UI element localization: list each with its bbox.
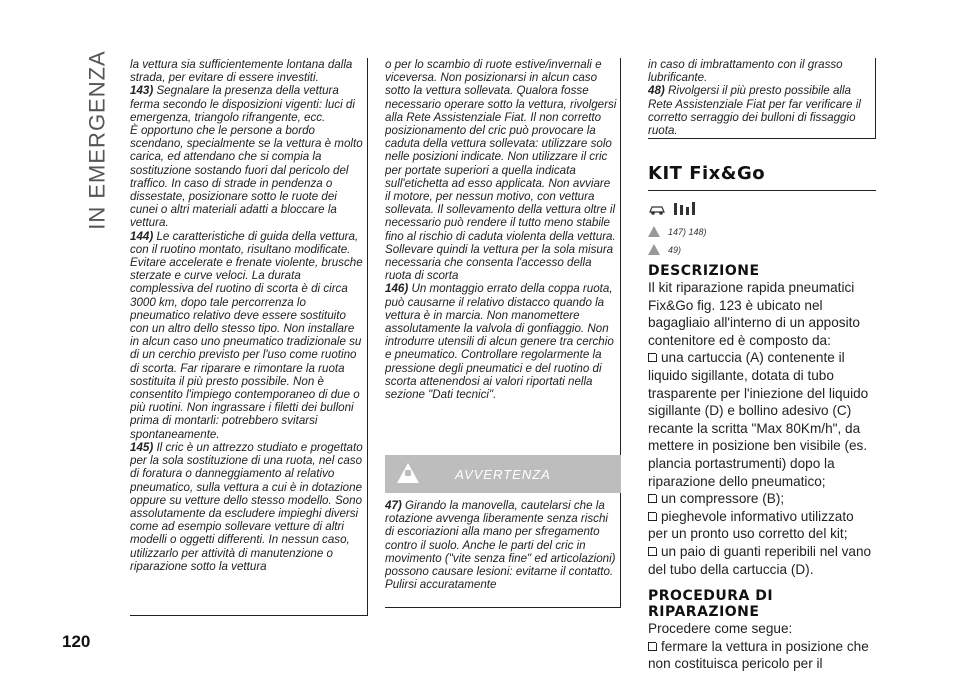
warning-box	[385, 455, 621, 608]
warning-car-icon	[405, 470, 411, 476]
page-number: 120	[62, 632, 91, 651]
list-item-text: un paio di guanti reperibili nel vano del tubo della cartuccia (D).	[648, 543, 872, 577]
list-item-text: un compressore (B);	[661, 491, 785, 507]
paragraph: in caso di imbrattamento con il grasso lubrificante.	[648, 58, 843, 85]
procedure-heading: PROCEDURA DI RIPARAZIONE	[648, 588, 774, 621]
bullet-icon	[648, 353, 657, 362]
section-title-text: IN EMERGENZA	[85, 50, 110, 230]
bullet-icon	[648, 494, 657, 503]
column-1	[130, 58, 368, 616]
refs-row-2	[648, 241, 876, 255]
warning-triangle-icon	[648, 244, 660, 255]
note-text: Il cric è un attrezzo studiato e progettato per la sola sostituzione di una ruota, nel caso di foratura o danneggiamento al relativo pneumatico, sulla vettura a cui è in dotazione oppure su vetture dello stesso modello. Sono assolutamente da escludere impieghi diversi come ad esempio sollevare vetture di altri modelli o oggetti differenti. In nessun caso, utilizzarlo per attività di manutenzione o riparazione sotto la vettura	[130, 440, 363, 573]
list-item-text: pieghevole informativo utilizzato per un pronto uso corretto del kit;	[648, 508, 854, 542]
description-heading: DESCRIZIONE	[648, 263, 760, 279]
note-text: Segnalare la presenza della vettura ferma secondo le disposizioni vigenti: luci di emergenza, triangolo rifrangente, ecc.	[130, 84, 355, 124]
list-item-text: una cartuccia (A) contenente il liquido sigillante, dotata di tubo trasparente per l'iniezione del liquido sigillante (D) e bollino adesivo (C) recante la scritta "Max 80Km/h", da mettere in posizione ben visibile (es. plancia portastrumenti) dopo la riparazione dello pneumatico;	[648, 350, 869, 489]
warning-label: AVVERTENZA	[455, 466, 551, 482]
note-number: 143)	[130, 84, 154, 98]
note-48	[648, 84, 875, 137]
warning-text: Girando la manovella, cautelarsi che la rotazione avvenga liberamente senza rischi di escoriazioni alla mano per sfregamento contro il suolo. Anche le parti del cric in movimento ("vite senza fine" ed articolazioni) possono causare lesioni: evitarne il contatto. Pulirsi accuratamente	[385, 499, 616, 592]
description-text: Il kit riparazione rapida pneumatici Fix&Go fig. 123 è ubicato nel bagagliaio all'interno di un apposito contenitore ed è composto da:	[648, 280, 860, 348]
procedure-text: Procedere come segue:	[648, 621, 793, 637]
refs-row-1	[648, 223, 876, 237]
bullet-icon	[648, 512, 657, 521]
column-3	[648, 58, 876, 673]
note-number: 47)	[385, 499, 402, 512]
paragraph: la vettura sia sufficientemente lontana dalla strada, per evitare di essere investiti.	[130, 58, 353, 85]
note-text: Un montaggio errato della coppa ruota, può causarne il relativo distacco quando la vettura è in marcia. Non manomettere assolutamente la valvola di gonfiaggio. Non introdurre utensili di alcun genere tra cerchio e pneumatico. Controllare regolarmente la pressione degli pneumatici e del ruotino di scorta attenendosi ai valori riportati nella sezione "Dati tecnici".	[385, 282, 614, 402]
bars-icon	[672, 201, 708, 217]
note-text: Rivolgersi il più presto possibile alla Rete Assistenziale Fiat per far verificare il corretto serraggio dei bulloni di fissaggio ruota.	[648, 84, 861, 138]
list-item-text: fermare la vettura in posizione che non costituisca pericolo per il	[648, 638, 869, 672]
car-icon	[648, 201, 666, 217]
column-2	[385, 58, 621, 459]
paragraph: o per lo scambio di ruote estive/invernali e viceversa. Non posizionarsi in alcun caso sotto la vettura sollevata. Qualora fosse necessario operare sotto la vettura, rivolgersi alla Rete Assistenziale Fiat. Il non corretto posizionamento del cric può provocare la caduta della vettura sollevata: utilizzare solo nelle posizioni indicate. Non utilizzare il cric per portate superiori a quella indicata sull'etichetta ad esso applicata. Non avviare il motore, per nessun motivo, con vettura sollevata. Il sollevamento della vettura oltre il necessario può rendere il tutto meno stabile fino al rischio di caduta violenta della vettura. Sollevare quindi la vettura per la sola misura necessaria che consenta l'accesso della ruota di scorta	[385, 58, 617, 283]
bullet-icon	[648, 642, 657, 651]
list-item	[648, 490, 876, 508]
warning-triangle-icon	[648, 226, 660, 237]
paragraph: È opportuno che le persone a bordo scendano, specialmente se la vettura è molto carica, ed attendano che si compia la sostituzione sostando fuori dal pericolo del traffico. In caso di strade in pendenza o dissestate, posizionare sotto le ruote dei cunei o altri materiali adatti a bloccare la vettura.	[130, 124, 363, 230]
note-number: 144)	[130, 229, 154, 243]
list-item	[648, 543, 876, 578]
note-number: 146)	[385, 282, 409, 296]
kit-title: KIT Fix&Go	[648, 163, 876, 191]
note-144	[130, 230, 364, 441]
note-text: Le caratteristiche di guida della vettura, con il ruotino montato, risultano modificate. Evitare accelerate e frenate violente, brusche sterzate e curve veloci. La durata complessiva del ruotino di scorta è di circa 3000 km, dopo tale percorrenza lo pneumatico relativo deve essere sostituito con un altro dello stesso tipo. Non installare in alcun caso uno pneumatico tradizionale su di un cerchio previsto per l'uso come ruotino di scorta. Far riparare e rimontare la ruota sostituita il più presto possibile. Non è consentito l'impiego contemporaneo di due o più ruotini. Non ingrassare i filetti dei bulloni prima di montarli: potrebbero svitarsi spontaneamente.	[130, 229, 363, 441]
list-item	[648, 638, 876, 673]
reference-numbers: 49)	[668, 245, 682, 255]
section-title	[74, 50, 122, 230]
reference-numbers: 147) 148)	[668, 227, 707, 237]
safety-icons	[648, 199, 876, 219]
note-number: 48)	[648, 84, 665, 98]
column-2-box	[385, 58, 621, 459]
column-3-box	[648, 58, 876, 139]
note-143	[130, 84, 364, 124]
bullet-icon	[648, 547, 657, 556]
list-item	[648, 508, 876, 543]
note-146	[385, 282, 617, 401]
note-number: 145)	[130, 440, 154, 454]
warning-body	[385, 493, 621, 608]
note-145	[130, 441, 364, 573]
list-item	[648, 349, 876, 490]
warning-header	[385, 455, 621, 493]
